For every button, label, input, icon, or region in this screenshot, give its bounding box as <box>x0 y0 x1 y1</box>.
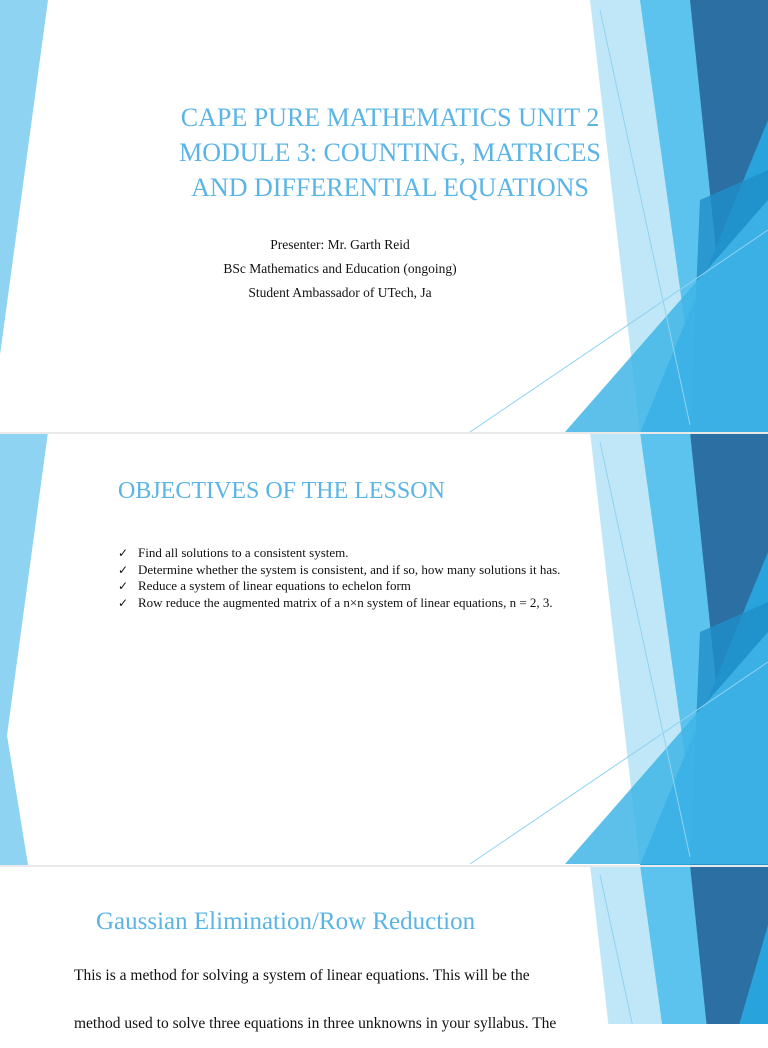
list-item <box>118 578 578 595</box>
check-icon: ✓ <box>118 546 129 560</box>
slide-divider <box>0 432 768 434</box>
body-line: method used to solve three equations in three unknowns in your syllabus. The <box>74 1015 557 1032</box>
check-icon: ✓ <box>118 579 129 593</box>
slide-divider <box>0 865 768 867</box>
check-icon: ✓ <box>118 595 129 610</box>
slide-title <box>0 0 768 432</box>
title-line: MODULE 3: COUNTING, MATRICES <box>179 138 601 167</box>
check-icon: ✓ <box>118 562 129 577</box>
gaussian-body <box>74 952 604 1048</box>
list-item <box>118 562 578 579</box>
objectives-list <box>118 545 578 611</box>
body-line: This is a method for solving a system of linear equations. This will be the <box>74 967 530 984</box>
objective-text: Determine whether the system is consistent, and if so, how many solutions it has. <box>138 561 561 577</box>
title-line: CAPE PURE MATHEMATICS UNIT 2 <box>180 103 600 132</box>
presenter-line: Student Ambassador of UTech, Ja <box>248 285 432 300</box>
objective-text: Row reduce the augmented matrix of a n×n system of linear equations, n = 2, 3. <box>138 594 553 610</box>
list-item <box>118 545 578 562</box>
presenter-line: Presenter: Mr. Garth Reid <box>270 237 410 252</box>
slide-decoration <box>0 0 768 432</box>
presenter-line: BSc Mathematics and Education (ongoing) <box>223 261 457 276</box>
slide-title-heading <box>90 100 690 205</box>
presenter-info <box>190 233 490 305</box>
gaussian-heading: Gaussian Elimination/Row Reduction <box>96 908 476 935</box>
objectives-heading: OBJECTIVES OF THE LESSON <box>118 478 445 504</box>
objective-text: Find all solutions to a consistent system. <box>138 545 349 560</box>
title-line: AND DIFFERENTIAL EQUATIONS <box>191 173 589 202</box>
objective-text: Reduce a system of linear equations to echelon form <box>138 578 411 593</box>
list-item <box>118 595 578 612</box>
